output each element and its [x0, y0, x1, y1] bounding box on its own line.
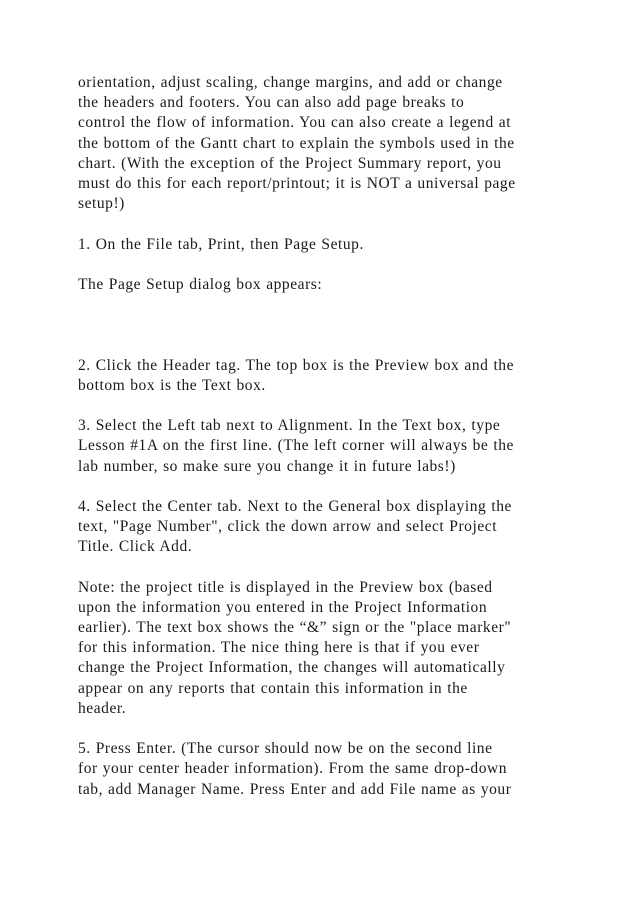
text-line: 5. Press Enter. (The cursor should now be on the second line — [78, 740, 493, 758]
paragraph-note — [78, 578, 568, 719]
text-line: The Page Setup dialog box appears: — [78, 275, 323, 293]
text-line: Title. Click Add. — [78, 538, 193, 556]
text-line: text, "Page Number", click the down arrow and select Project — [78, 518, 498, 536]
text-line: setup!) — [78, 195, 125, 213]
text-line: for this information. The nice thing here is that if you ever — [78, 639, 480, 657]
text-line: upon the information you entered in the Project Information — [78, 598, 488, 616]
text-line: lab number, so make sure you change it in future labs!) — [78, 457, 456, 475]
text-line: Lesson #1A on the first line. (The left corner will always be the — [78, 437, 514, 455]
text-line: the bottom of the Gantt chart to explain the symbols used in the — [78, 134, 515, 152]
paragraph-step-4 — [78, 497, 568, 558]
text-line: orientation, adjust scaling, change margins, and add or change — [78, 74, 503, 91]
text-line: chart. (With the exception of the Project Summary report, you — [78, 154, 502, 172]
text-line: 3. Select the Left tab next to Alignment. In the Text box, type — [78, 417, 501, 435]
paragraph-dialog-note — [78, 275, 568, 295]
paragraph-step-5 — [78, 739, 568, 800]
paragraph-step-1 — [78, 235, 568, 255]
text-line: earlier). The text box shows the “&” sign or the "place marker" — [78, 619, 512, 637]
text-line: tab, add Manager Name. Press Enter and add File name as your — [78, 780, 512, 798]
text-line: header. — [78, 699, 127, 717]
text-line: for your center header information). From the same drop-down — [78, 760, 508, 778]
paragraph-step-3 — [78, 416, 568, 477]
text-line: bottom box is the Text box. — [78, 376, 266, 394]
text-line: the headers and footers. You can also add page breaks to — [78, 94, 465, 112]
text-line: Note: the project title is displayed in the Preview box (based — [78, 578, 493, 596]
text-line: change the Project Information, the changes will automatically — [78, 659, 506, 677]
text-line: 4. Select the Center tab. Next to the General box displaying the — [78, 497, 512, 515]
paragraph-step-2 — [78, 356, 568, 396]
text-line: must do this for each report/printout; it is NOT a universal page — [78, 174, 516, 192]
text-line: 2. Click the Header tag. The top box is the Preview box and the — [78, 356, 515, 374]
text-line: appear on any reports that contain this information in the — [78, 679, 468, 697]
document-page — [78, 73, 568, 820]
text-line: control the flow of information. You can also create a legend at — [78, 114, 512, 132]
paragraph-intro — [78, 73, 568, 214]
text-line: 1. On the File tab, Print, then Page Setup. — [78, 235, 364, 253]
blank-space — [78, 315, 568, 355]
